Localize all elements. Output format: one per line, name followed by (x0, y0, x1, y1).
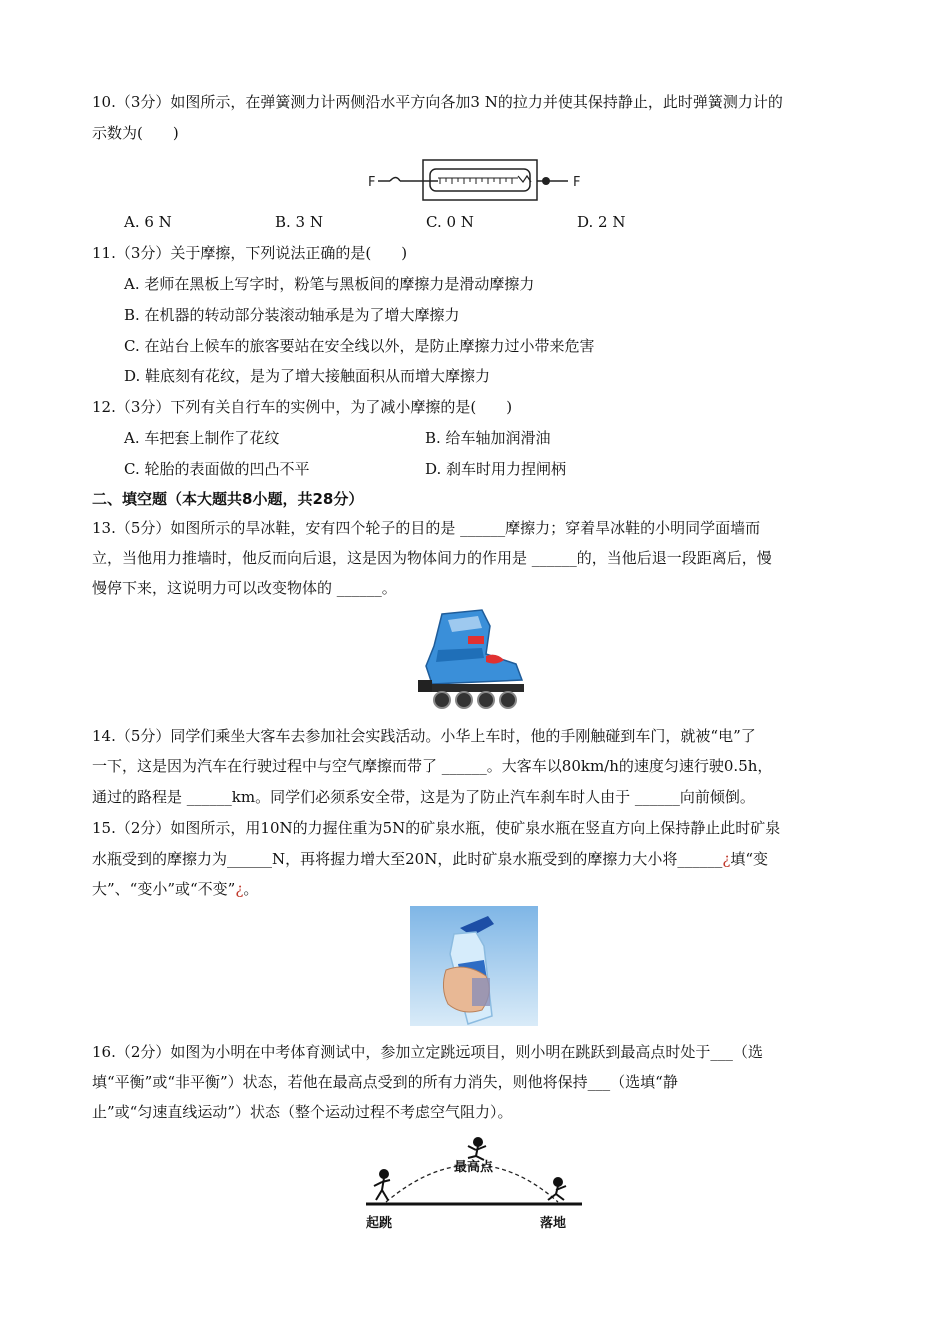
q11-option-d[interactable]: D. 鞋底刻有花纹，是为了增大接触面积从而增大摩擦力 (124, 367, 491, 385)
highest-point-label: 最高点 (454, 1160, 494, 1175)
landing-label: 落地 (540, 1216, 567, 1231)
q15-line2 (92, 849, 768, 869)
q14-line1: 14.（5分）同学们乘坐大客车去参加社会实践活动。小华上车时，他的手刚触碰到车门，就被“电”了 (92, 727, 756, 745)
q13-line1: 13.（5分）如图所示的旱冰鞋，安有四个轮子的目的是 ______摩擦力；穿着旱冰鞋的小明同学面墙而 (92, 519, 761, 537)
q13-line2: 立，当他用力推墙时，他反而向后退，这是因为物体间力的作用是 ______的，当他后退一段距离后，慢 (92, 549, 772, 567)
q14-line2: 一下，这是因为汽车在行驶过程中与空气摩擦而带了 ______。大客车以80km/h的速度匀速行驶0.5h， (92, 757, 773, 775)
q12-stem: 12.（3分）下列有关自行车的实例中，为了减小摩擦的是( ) (92, 398, 513, 416)
q15-line2-mark: ¿ (722, 850, 731, 868)
q10-option-a[interactable]: A. 6 N (124, 213, 172, 231)
force-label-left: F (368, 175, 376, 190)
q11-stem: 11.（3分）关于摩擦，下列说法正确的是( ) (92, 244, 408, 262)
q14-line3: 通过的路程是 ______km。同学们必须系安全带，这是为了防止汽车刹车时人由于 ______向前倾倒。 (92, 788, 755, 806)
long-jump-figure (364, 1134, 586, 1232)
q15-line2-tail: 填“变 (730, 850, 769, 868)
q12-option-a[interactable]: A. 车把套上制作了花纹 (124, 429, 280, 447)
q10-option-b[interactable]: B. 3 N (275, 213, 323, 231)
q11-option-b[interactable]: B. 在机器的转动部分装滚动轴承是为了增大摩擦力 (124, 306, 460, 324)
water-bottle-image (410, 906, 538, 1026)
force-label-right: F (573, 175, 581, 190)
q12-option-b[interactable]: B. 给车轴加润滑油 (425, 429, 551, 447)
q10-option-c[interactable]: C. 0 N (426, 213, 474, 231)
takeoff-label: 起跳 (366, 1216, 393, 1231)
q10-line2: 示数为( ) (92, 124, 179, 142)
q15-line1: 15.（2分）如图所示，用10N的力握住重为5N的矿泉水瓶，使矿泉水瓶在竖直方向上保持静止此时矿泉 (92, 819, 781, 837)
q10-option-d[interactable]: D. 2 N (577, 213, 626, 231)
q15-line3 (92, 879, 258, 899)
q12-option-c[interactable]: C. 轮胎的表面做的凹凸不平 (124, 460, 310, 478)
q15-line3-tail: 。 (243, 880, 259, 898)
q13-line3: 慢停下来，这说明力可以改变物体的 ______。 (92, 579, 397, 597)
roller-skate-image (412, 606, 536, 712)
q15-line3-text: 大”、“变小”或“不变” (92, 880, 236, 898)
q15-line3-mark: ¿ (235, 880, 244, 898)
q15-line2-text: 水瓶受到的摩擦力为______N，再将握力增大至20N，此时矿泉水瓶受到的摩擦力大小将______ (92, 850, 723, 868)
q11-option-a[interactable]: A. 老师在黑板上写字时，粉笔与黑板间的摩擦力是滑动摩擦力 (124, 275, 535, 293)
q16-line2: 填“平衡”或“非平衡”）状态，若他在最高点受到的所有力消失，则他将保持___（选填“静 (92, 1073, 678, 1091)
q11-option-c[interactable]: C. 在站台上候车的旅客要站在安全线以外，是防止摩擦力过小带来危害 (124, 337, 595, 355)
q16-line3: 止”或“匀速直线运动”）状态（整个运动过程不考虑空气阻力）。 (92, 1103, 513, 1121)
q12-option-d[interactable]: D. 刹车时用力捏闸柄 (425, 460, 567, 478)
spring-scale-figure (368, 156, 588, 204)
section-heading: 二、填空题（本大题共8小题，共28分） (92, 490, 364, 508)
q10-line1: 10.（3分）如图所示，在弹簧测力计两侧沿水平方向各加3 N的拉力并使其保持静止，此时弹簧测力计的 (92, 93, 783, 111)
q16-line1: 16.（2分）如图为小明在中考体育测试中，参加立定跳远项目，则小明在跳跃到最高点时处于___（选 (92, 1043, 763, 1061)
